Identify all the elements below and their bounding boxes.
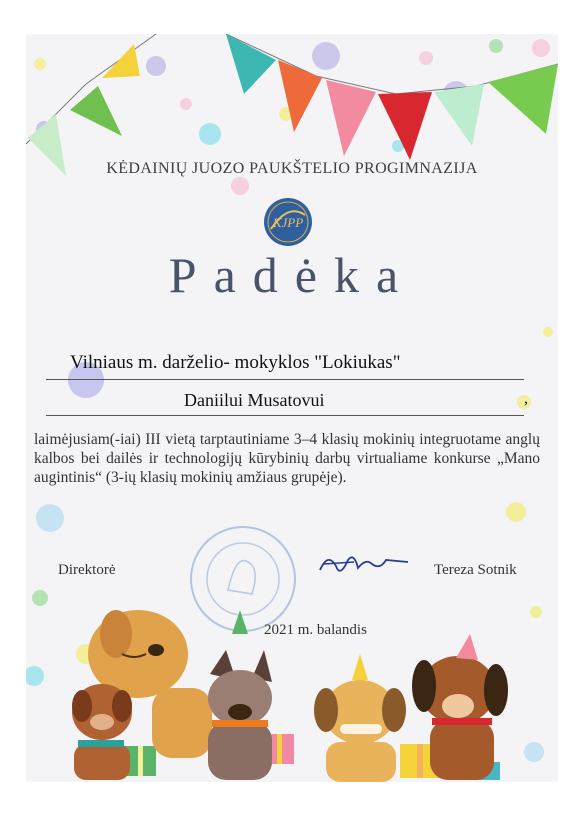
recipient-name: Daniilui Musatovui [184,390,325,410]
school-logo-text: KJPP [272,215,304,230]
certificate [26,34,558,782]
recipient-comma: , [524,390,528,407]
school-logo [263,197,313,247]
institution-underline [46,379,524,380]
dog-brown-small [72,684,132,780]
school-name: KĖDAINIŲ JUOZO PAUKŠTELIO PROGIMNAZIJA [106,160,478,177]
institution-name: Vilniaus m. darželio- mokyklos "Lokiukas" [70,352,401,373]
certificate-title: Padėka [168,247,416,303]
award-description: laimėjusiam(-iai) III vietą tarptautiniame 3–4 klasių mokinių integruotame anglų kalbos bei dailės ir technologijų kūrybinių darbų virtualiame konkurse „Mano augintinis“ (3-ių klasių mokinių amžiaus grupėje). [34,431,540,486]
director-label: Direktorė [58,562,116,578]
dog-gray [208,610,272,780]
dogs-illustration [26,594,558,782]
director-name: Tereza Sotnik [434,562,517,578]
bunting-flags [26,34,558,176]
dog-tan-bone [314,654,406,782]
director-signature [314,548,414,582]
recipient-underline [46,415,524,416]
issue-date: 2021 m. balandis [264,622,367,638]
